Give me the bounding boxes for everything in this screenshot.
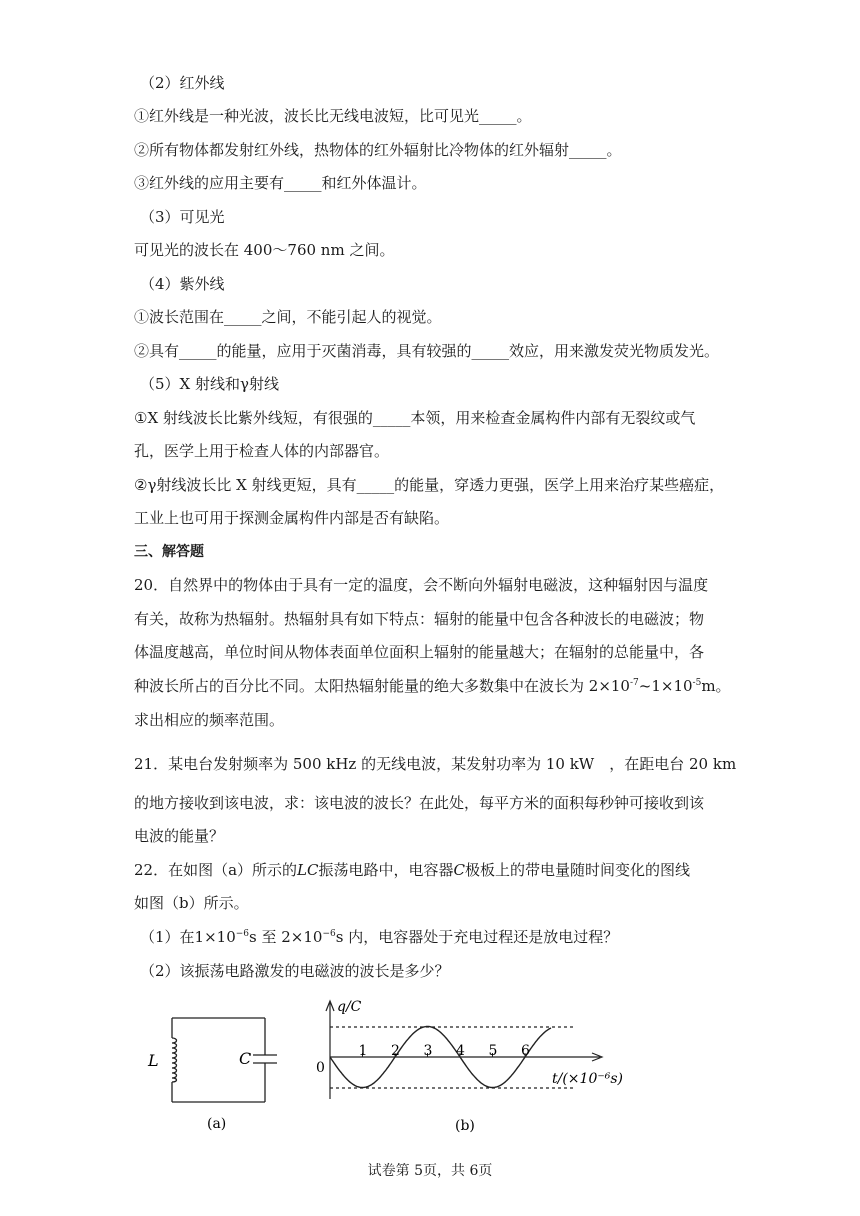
q22-text-d: 极板上的带电量随时间变化的图线 — [464, 861, 690, 879]
q-t-graph-figure — [310, 995, 640, 1140]
gamma-item-2a: ②γ射线波长比 X 射线更短，具有_____的能量，穿透力更强，医学上用来治疗某些癌症， — [134, 476, 725, 494]
q22-lc-symbol: LC — [297, 861, 319, 879]
uv-item-1: ①波长范围在_____之间，不能引起人的视觉。 — [134, 308, 442, 326]
infrared-item-3: ③红外线的应用主要有_____和红外体温计。 — [134, 174, 427, 192]
q22-text-b: 振荡电路中，电容器 — [318, 861, 454, 879]
q22-text-a: 22．在如图（a）所示的 — [134, 861, 298, 879]
q22-sub1-exp-2: −6 — [322, 929, 336, 939]
caption-a: (a) — [207, 1116, 227, 1132]
q21-line-2: 的地方接收到该电波，求：该电波的波长？在此处，每平方米的面积每秒钟可接收到该 — [134, 794, 705, 812]
inductor-coil — [172, 1038, 177, 1082]
q21-line-1: 21．某电台发射频率为 500 kHz 的无线电波，某发射功率为 10 kW ，在距电台 20 km — [134, 755, 737, 773]
page-footer: 试卷第 5页，共 6页 — [367, 1163, 493, 1179]
q22-line-2: 如图（b）所示。 — [134, 894, 249, 912]
infrared-item-2: ②所有物体都发射红外线，热物体的红外辐射比冷物体的红外辐射_____。 — [134, 141, 622, 159]
q20-line-1: 20．自然界中的物体由于具有一定的温度，会不断向外辐射电磁波，这种辐射因与温度 — [134, 576, 709, 594]
q22-sub1-exp-1: −6 — [235, 929, 250, 939]
y-axis-label: q/C — [337, 999, 362, 1015]
xray-title: （5）X 射线和γ射线 — [140, 375, 279, 393]
q22-sub-2: （2）该振荡电路激发的电磁波的波长是多少？ — [140, 962, 450, 980]
xray-item-1a: ①X 射线波长比紫外线短，有很强的_____本领，用来检查金属构件内部有无裂纹或气 — [134, 409, 696, 427]
q22-c-symbol: C — [453, 861, 465, 879]
q21-line-3: 电波的能量？ — [134, 827, 225, 845]
q20-text-b: ~1×10 — [638, 677, 693, 695]
infrared-item-1: ①红外线是一种光波，波长比无线电波短，比可见光_____。 — [134, 107, 532, 125]
q20-text-c: m。 — [701, 677, 731, 695]
visible-item-1: 可见光的波长在 400～760 nm 之间。 — [134, 241, 395, 259]
label-L: L — [148, 1051, 159, 1070]
q22-sub1-text-c: s 内，电容器处于充电过程还是放电过程？ — [335, 928, 619, 946]
part3-title: 三、解答题 — [134, 544, 204, 560]
q20-line-2: 有关，故称为热辐射。热辐射具有如下特点：辐射的能量中包含各种波长的电磁波；物 — [134, 610, 705, 628]
uv-item-2: ②具有_____的能量，应用于灭菌消毒，具有较强的_____效应，用来激发荧光物质发光。 — [134, 342, 720, 360]
q20-line-5: 求出相应的频率范围。 — [134, 711, 285, 729]
q20-line-4 — [134, 676, 731, 696]
origin-label: 0 — [316, 1060, 325, 1076]
q22-line-1 — [134, 860, 690, 880]
gamma-item-2b: 工业上也可用于探测金属构件内部是否有缺陷。 — [134, 509, 450, 527]
x-tick-label-4: 4 — [456, 1043, 465, 1059]
x-axis-label: t/(×10⁻⁶s) — [552, 1071, 623, 1087]
visible-title: （3）可见光 — [140, 208, 225, 226]
x-tick-label-3: 3 — [423, 1043, 433, 1059]
x-tick-label-5: 5 — [488, 1043, 498, 1059]
infrared-title: （2）红外线 — [140, 74, 225, 92]
q20-line-3: 体温度越高，单位时间从物体表面单位面积上辐射的能量越大；在辐射的总能量中，各 — [134, 643, 705, 661]
caption-b: (b) — [455, 1118, 475, 1134]
lc-circuit-figure — [140, 1000, 300, 1140]
xray-item-1b: 孔，医学上用于检查人体的内部器官。 — [134, 442, 390, 460]
q20-exponent-2: -5 — [692, 678, 702, 688]
label-C: C — [239, 1049, 252, 1068]
x-tick-label-2: 2 — [391, 1043, 400, 1059]
q22-sub-1 — [140, 927, 618, 947]
uv-title: （4）紫外线 — [140, 275, 225, 293]
x-tick-label-6: 6 — [521, 1043, 530, 1059]
q22-sub1-text-a: （1）在1×10 — [140, 928, 236, 946]
x-tick-label-1: 1 — [358, 1043, 368, 1059]
q22-sub1-text-b: s 至 2×10 — [249, 928, 323, 946]
q20-text-a: 种波长所占的百分比不同。太阳热辐射能量的绝大多数集中在波长为 2×10 — [134, 677, 630, 695]
q20-exponent-1: -7 — [629, 678, 639, 688]
